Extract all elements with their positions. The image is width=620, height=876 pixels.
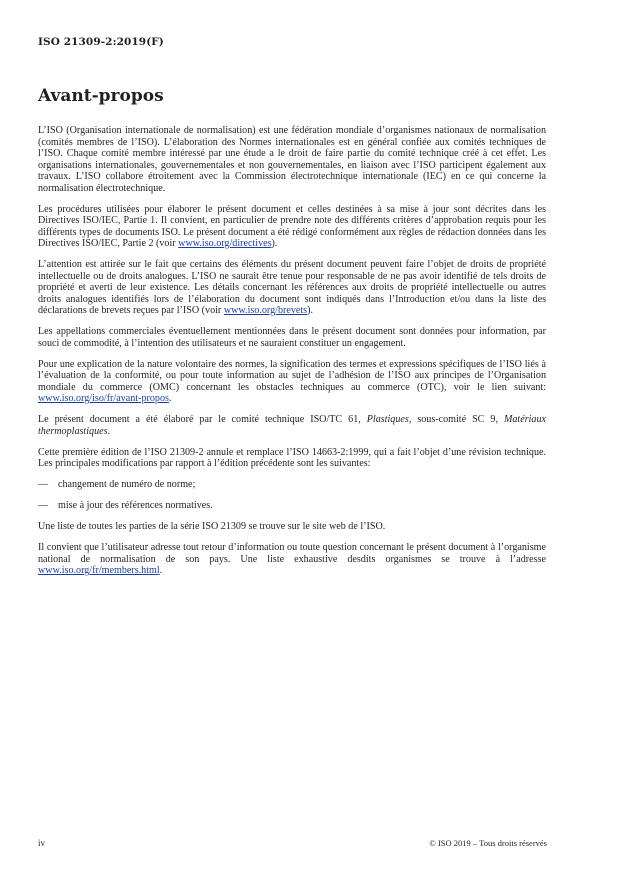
paragraph-6 <box>38 414 546 437</box>
list-dash: — <box>38 479 49 490</box>
list-item-text: mise à jour des références normatives. <box>58 500 213 511</box>
paragraph-5-text: Pour une explication de la nature volontaire des normes, la signification des termes et expressions spécifiques de l’ISO liés à l’évaluation de la conformité, ou pour toute information au sujet de l’adhésion de l’ISO aux principes de l’Organisation mondiale du commerce (OMC) concernant les obstacles techniques au commerce (OTC), voir le lien suivant: <box>38 358 546 393</box>
paragraph-6-mid: , sous-comité SC 9, <box>408 414 504 425</box>
copyright-notice: © ISO 2019 – Tous droits réservés <box>429 838 547 848</box>
paragraph-2-text: Les procédures utilisées pour élaborer le présent document et celles destinées à sa mise à jour sont décrites dans les Directives ISO/IEC, Partie 1. Il convient, en particulier de prendre note des différents critères d’approbation requis pour les différents types de documents ISO. Le présent document a été rédigé conformément aux règles de rédaction données dans les Directives ISO/IEC, Partie 2 (voir <box>38 203 546 249</box>
document-id: ISO 21309-2:2019(F) <box>38 36 164 48</box>
committee-name: Plastiques <box>366 414 409 425</box>
paragraph-9 <box>38 542 546 577</box>
paragraph-9-text: Il convient que l’utilisateur adresse tout retour d’information ou toute question concernant le présent document à l’organisme national de normalisation de son pays. Une liste exhaustive desdits organismes se trouve à l’adresse <box>38 542 546 565</box>
paragraph-9-end: . <box>159 565 163 576</box>
paragraph-4: Les appellations commerciales éventuellement mentionnées dans le présent document sont données pour information, par souci de commodité, à l’intention des utilisateurs et ne sauraient constituer un engagement. <box>38 326 546 349</box>
paragraph-3-text: L’attention est attirée sur le fait que certains des éléments du présent document peuvent faire l’objet de droits de propriété intellectuelle ou de droits analogues. L’ISO ne saurait être tenue pour responsable de ne pas avoir identifié de tels droits de propriété et averti de leur existence. Les détails concernant les références aux droits de propriété intellectuelle ou autres droits analogues identifiés lors de l’élaboration du document sont indiqués dans l’Introduction et/ou dans la liste des déclarations de brevets reçues par l’ISO (voir <box>38 259 546 316</box>
avant-propos-link[interactable]: www.iso.org/iso/fr/avant-propos <box>38 393 169 404</box>
paragraph-7: Cette première édition de l’ISO 21309-2 annule et remplace l’ISO 14663-2:1999, qui a fait l’objet d’une révision technique. Les principales modifications par rapport à l’édition précédente sont les suivantes: <box>38 446 546 469</box>
page-title: Avant-propos <box>38 86 164 106</box>
paragraph-2 <box>38 204 546 250</box>
directives-link[interactable]: www.iso.org/directives <box>178 238 272 249</box>
paragraph-5 <box>38 359 546 405</box>
list-item-text: changement de numéro de norme; <box>58 479 196 490</box>
paragraph-6-text: Le présent document a été élaboré par le comité technique ISO/TC 61, <box>38 414 367 425</box>
paragraph-2-end: ). <box>271 238 278 249</box>
foreword-body <box>38 125 546 586</box>
paragraph-1: L’ISO (Organisation internationale de normalisation) est une fédération mondiale d’organismes nationaux de normalisation (comités membres de l’ISO). L’élaboration des Normes internationales est en général confiée aux comités techniques de l’ISO. Chaque comité membre intéressé par une étude a le droit de faire partie du comité technique créé à cet effet. Les organisations internationales, gouvernementales et non gouvernementales, en liaison avec l’ISO participent également aux travaux. L’ISO collabore étroitement avec la Commission électrotechnique internationale (IEC) en ce qui concerne la normalisation électrotechnique. <box>38 125 546 194</box>
page-number: iv <box>38 838 46 848</box>
paragraph-3 <box>38 259 546 317</box>
list-item <box>38 500 546 512</box>
paragraph-5-end: . <box>168 393 172 404</box>
list-item <box>38 479 546 491</box>
paragraph-8: Une liste de toutes les parties de la série ISO 21309 se trouve sur le site web de l’ISO. <box>38 521 386 532</box>
subcommittee-name: Matériaux thermoplastiques <box>38 414 546 437</box>
brevets-link[interactable]: www.iso.org/brevets <box>223 305 308 316</box>
members-link[interactable]: www.iso.org/fr/members.html <box>38 565 160 576</box>
list-dash: — <box>38 500 49 511</box>
paragraph-6-end: . <box>107 425 111 437</box>
paragraph-3-end: ). <box>307 305 313 316</box>
